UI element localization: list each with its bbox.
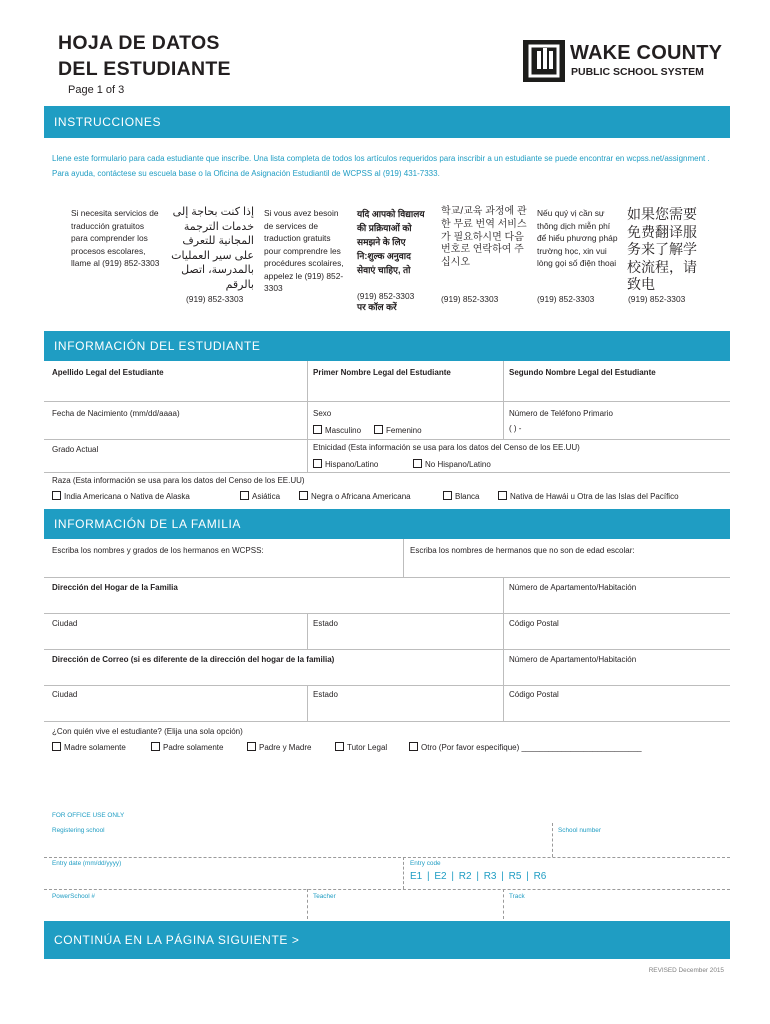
phone-format: ( ) - (509, 424, 522, 433)
continue-banner: CONTINÚA EN LA PÁGINA SIGUIENTE > (44, 921, 730, 959)
family-heading: INFORMACIÓN DE LA FAMILIA (44, 509, 730, 539)
registering-school-label: Registering school (52, 827, 105, 834)
lives-father-option[interactable]: Padre solamente (151, 742, 223, 752)
lang-korean-phone: (919) 852-3303 (441, 294, 499, 304)
logo-mark-icon (523, 40, 565, 82)
school-number-label: School number (558, 827, 601, 834)
lang-vietnamese: Nếu quý vị cần sự thông dịch miễn phí để hiểu phương pháp trường học, xin vui lòng gọi số điện thoại (537, 208, 618, 268)
page-number: Page 1 of 3 (68, 84, 125, 96)
ethnicity-label: Etnicidad (Esta información se usa para los datos del Censo de los EE.UU) (313, 443, 580, 452)
lang-korean: 학교/교육 과정에 관한 무료 번역 서비스가 필요하시면 다음 번호로 연락하여 주십시오 (441, 206, 527, 269)
lang-arabic-phone: (919) 852-3303 (186, 294, 244, 304)
revised-date: REVISED December 2015 (648, 967, 724, 974)
race-option-asian[interactable]: Asiática (240, 491, 280, 501)
checkbox[interactable] (151, 742, 160, 751)
sex-female-option[interactable]: Femenino (374, 425, 422, 435)
checkbox[interactable] (299, 491, 308, 500)
checkbox[interactable] (413, 459, 422, 468)
last-name-label: Apellido Legal del Estudiante (52, 368, 164, 377)
lives-with-label: ¿Con quién vive el estudiante? (Elija una sola opción) (52, 727, 243, 736)
lang-hindi-phone: (919) 852-3303 (357, 291, 415, 301)
mail-address-label: Dirección de Correo (si es diferente de la dirección del hogar de la familia) (52, 655, 335, 664)
state2-label: Estado (313, 690, 338, 699)
race-option-pacific-islander[interactable]: Nativa de Hawái u Otra de las Islas del Pacífico (498, 491, 679, 501)
zip-label: Código Postal (509, 619, 559, 628)
office-heading: FOR OFFICE USE ONLY (52, 812, 125, 819)
zip2-label: Código Postal (509, 690, 559, 699)
checkbox[interactable] (52, 491, 61, 500)
checkbox[interactable] (374, 425, 383, 434)
name-row-line (44, 401, 730, 402)
lives-both-option[interactable]: Padre y Madre (247, 742, 311, 752)
lang-hindi: यदि आपको विद्यालय की प्रक्रियाओं को समझने के लिए नि:शुल्क अनुवाद सेवाएं चाहिए, तो (357, 209, 425, 275)
eth-non-hispanic-option[interactable]: No Hispano/Latino (413, 459, 491, 469)
lives-other-option[interactable]: Otro (Por favor especifique) ___________________________ (409, 742, 642, 752)
phone-label: Número de Teléfono Primario (509, 409, 613, 418)
race-option-black[interactable]: Negra o Africana Americana (299, 491, 411, 501)
title-line-2: DEL ESTUDIANTE (58, 58, 231, 80)
logo-text-line-2: PUBLIC SCHOOL SYSTEM (571, 66, 704, 78)
first-name-label: Primer Nombre Legal del Estudiante (313, 368, 451, 377)
lang-french: Si vous avez besoin de services de traduction gratuits pour comprendre les procédures scolaires, appelez le (919) 852-3303 (264, 208, 344, 293)
sex-label: Sexo (313, 409, 332, 418)
instructions-text: Llene este formulario para cada estudiante que inscribe. Una lista completa de todos los artículos requeridos para inscribir a un estudiante se puede encontrar en wcpss.net/assignment . Para ayuda, contáctese su escuela base o la Oficina de Asignación Estudiantil de WCPSS al (919) 431-7333. (52, 154, 710, 178)
entry-code-label: Entry code (410, 860, 441, 867)
race-option-white[interactable]: Blanca (443, 491, 479, 501)
lives-mother-option[interactable]: Madre solamente (52, 742, 126, 752)
checkbox[interactable] (247, 742, 256, 751)
race-option-american-indian[interactable]: India Americana o Nativa de Alaska (52, 491, 190, 501)
lang-arabic: إذا كنت بحاجة إلى خدمات الترجمة المجانية للتعرف على سير العمليات بالمدرسة، اتصل بالرقم (171, 206, 254, 291)
logo-text-line-1: WAKE COUNTY (570, 42, 723, 64)
student-heading: INFORMACIÓN DEL ESTUDIANTE (44, 331, 730, 361)
lang-spanish: Si necesita servicios de traducción gratuitos para comprender los procesos escolares, llame al (919) 852-3303 (71, 208, 160, 268)
race-label: Raza (Esta información se usa para los datos del Censo de los EE.UU) (52, 476, 305, 485)
city2-label: Ciudad (52, 690, 78, 699)
lang-chinese: 如果您需要免费翻译服务来了解学校流程，请致电 (627, 206, 697, 292)
instructions-heading: INSTRUCCIONES (44, 106, 730, 138)
wcpss-logo (523, 40, 723, 86)
entry-code-options: E1 | E2 | R2 | R3 | R5 | R6 (410, 871, 547, 882)
title-line-1: HOJA DE DATOS (58, 32, 220, 54)
lang-chinese-phone: (919) 852-3303 (628, 294, 686, 304)
page-title (58, 30, 231, 82)
checkbox[interactable] (313, 425, 322, 434)
checkbox[interactable] (409, 742, 418, 751)
checkbox[interactable] (335, 742, 344, 751)
lives-guardian-option[interactable]: Tutor Legal (335, 742, 387, 752)
siblings-preschool-label: Escriba los nombres de hermanos que no son de edad escolar: (410, 546, 635, 555)
checkbox[interactable] (52, 742, 61, 751)
apt2-label: Número de Apartamento/Habitación (509, 655, 637, 664)
lang-hindi-tail: पर कॉल करें (357, 302, 397, 312)
middle-name-label: Segundo Nombre Legal del Estudiante (509, 368, 656, 377)
dob-label: Fecha de Nacimiento (mm/dd/aaaa) (52, 409, 180, 418)
state-label: Estado (313, 619, 338, 628)
eth-hispanic-option[interactable]: Hispano/Latino (313, 459, 378, 469)
siblings-wcpss-label: Escriba los nombres y grados de los hermanos en WCPSS: (52, 546, 264, 555)
checkbox[interactable] (240, 491, 249, 500)
entry-date-label: Entry date (mm/dd/yyyy) (52, 860, 122, 867)
checkbox[interactable] (443, 491, 452, 500)
lang-vietnamese-phone: (919) 852-3303 (537, 294, 595, 304)
teacher-label: Teacher (313, 893, 336, 900)
city-label: Ciudad (52, 619, 78, 628)
powerschool-label: PowerSchool # (52, 893, 95, 900)
home-address-label: Dirección del Hogar de la Familia (52, 583, 178, 592)
checkbox[interactable] (498, 491, 507, 500)
sex-male-option[interactable]: Masculino (313, 425, 361, 435)
apt-label: Número de Apartamento/Habitación (509, 583, 637, 592)
track-label: Track (509, 893, 525, 900)
checkbox[interactable] (313, 459, 322, 468)
grade-label: Grado Actual (52, 445, 99, 454)
